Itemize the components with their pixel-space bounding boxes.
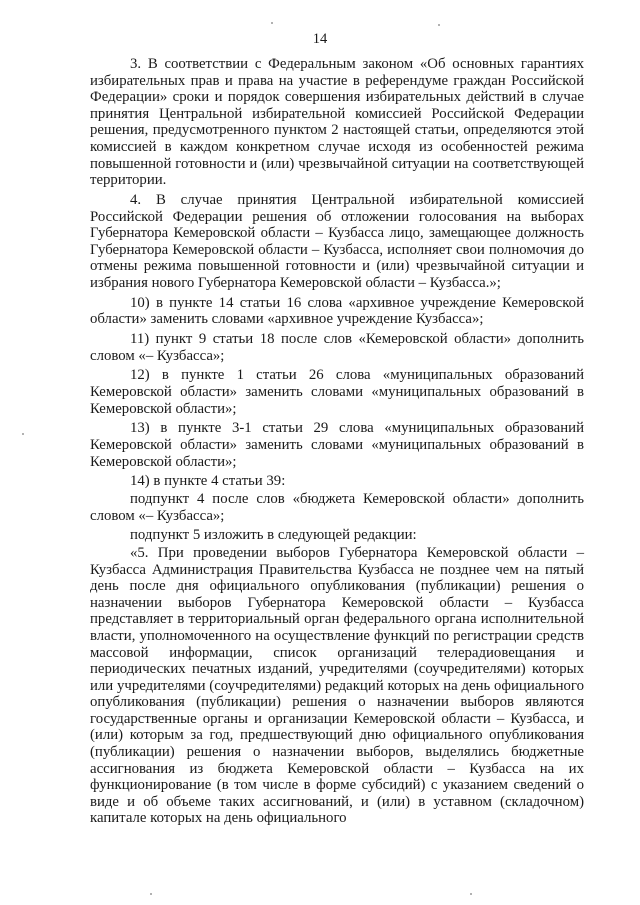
- paragraph-clause-3: 3. В соответствии с Федеральным законом «Об основных гарантиях избирательных прав и права на участие в референдуме граждан Российской Федерации» сроки и порядок совершения избирательных действий в случае принятия Центральной избирательной комиссией Российской Федерации решения, предусмотренного пунктом 2 настоящей статьи, определяются этой комиссией в каждом конкретном случае исходя из особенностей режима повышенной готовности и (или) чрезвычайной ситуации на соответствующей территории.: [90, 56, 584, 189]
- scan-speck: [470, 893, 472, 895]
- paragraph-item-13: 13) в пункте 3-1 статьи 29 слова «муниципальных образований Кемеровской области» заменить словами «муниципальных образований в Кемеровской области»;: [90, 420, 584, 470]
- scan-speck: [22, 433, 24, 435]
- scan-speck: [271, 22, 273, 24]
- scan-speck: [150, 893, 152, 895]
- paragraph-item-11: 11) пункт 9 статьи 18 после слов «Кемеровской области» дополнить словом «– Кузбасса»;: [90, 331, 584, 364]
- paragraph-item-10: 10) в пункте 14 статьи 16 слова «архивное учреждение Кемеровской области» заменить словами «архивное учреждение Кузбасса»;: [90, 294, 584, 328]
- scan-speck: [438, 24, 440, 26]
- paragraph-new-clause-5: «5. При проведении выборов Губернатора Кемеровской области – Кузбасса Администрация Правительства Кузбасса не позднее чем на пятый день после дня официального опубликования (публикации) решения о назначении выборов Губернатора Кемеровской области – Кузбасса представляет в территориальный орган федерального органа исполнительной власти, уполномоченного на осуществление функций по регистрации средств массовой информации, список организаций телерадиовещания и периодических печатных изданий, учредителями (соучредителями) которых или учредителями (соучредителями) редакций которых на день официального опубликования (публикации) решения о назначении выборов являются государственные органы и организации Кемеровской области – Кузбасса, и (или) которым за год, предшествующий дню официального опубликования (публикации) решения о назначении выборов, выделялись бюджетные ассигнования из бюджета Кемеровской области – Кузбасса на их функционирование (в том числе в форме субсидий) с указанием сведений о виде и об объеме таких ассигнований, и (или) в уставном (складочном) капитале которых на день официального: [90, 544, 584, 827]
- paragraph-subitem-5: подпункт 5 изложить в следующей редакции:: [130, 527, 417, 544]
- paragraph-item-14: 14) в пункте 4 статьи 39:: [130, 473, 286, 490]
- paragraph-clause-4: 4. В случае принятия Центральной избирательной комиссией Российской Федерации решения об отложении голосования на выборах Губернатора Кемеровской области – Кузбасса лицо, замещающее должность Губернатора Кемеровской области – Кузбасса, исполняет свои полномочия до отмены режима повышенной готовности и (или) чрезвычайной ситуации и избрания нового Губернатора Кемеровской области – Кузбасса.»;: [90, 191, 584, 291]
- paragraph-item-12: 12) в пункте 1 статьи 26 слова «муниципальных образований Кемеровской области» заменить словами «муниципальных образований в Кемеровской области»;: [90, 367, 584, 417]
- paragraph-subitem-4: подпункт 4 после слов «бюджета Кемеровской области» дополнить словом «– Кузбасса»;: [90, 490, 584, 524]
- document-body: [90, 56, 584, 830]
- page-number: 14: [312, 31, 328, 47]
